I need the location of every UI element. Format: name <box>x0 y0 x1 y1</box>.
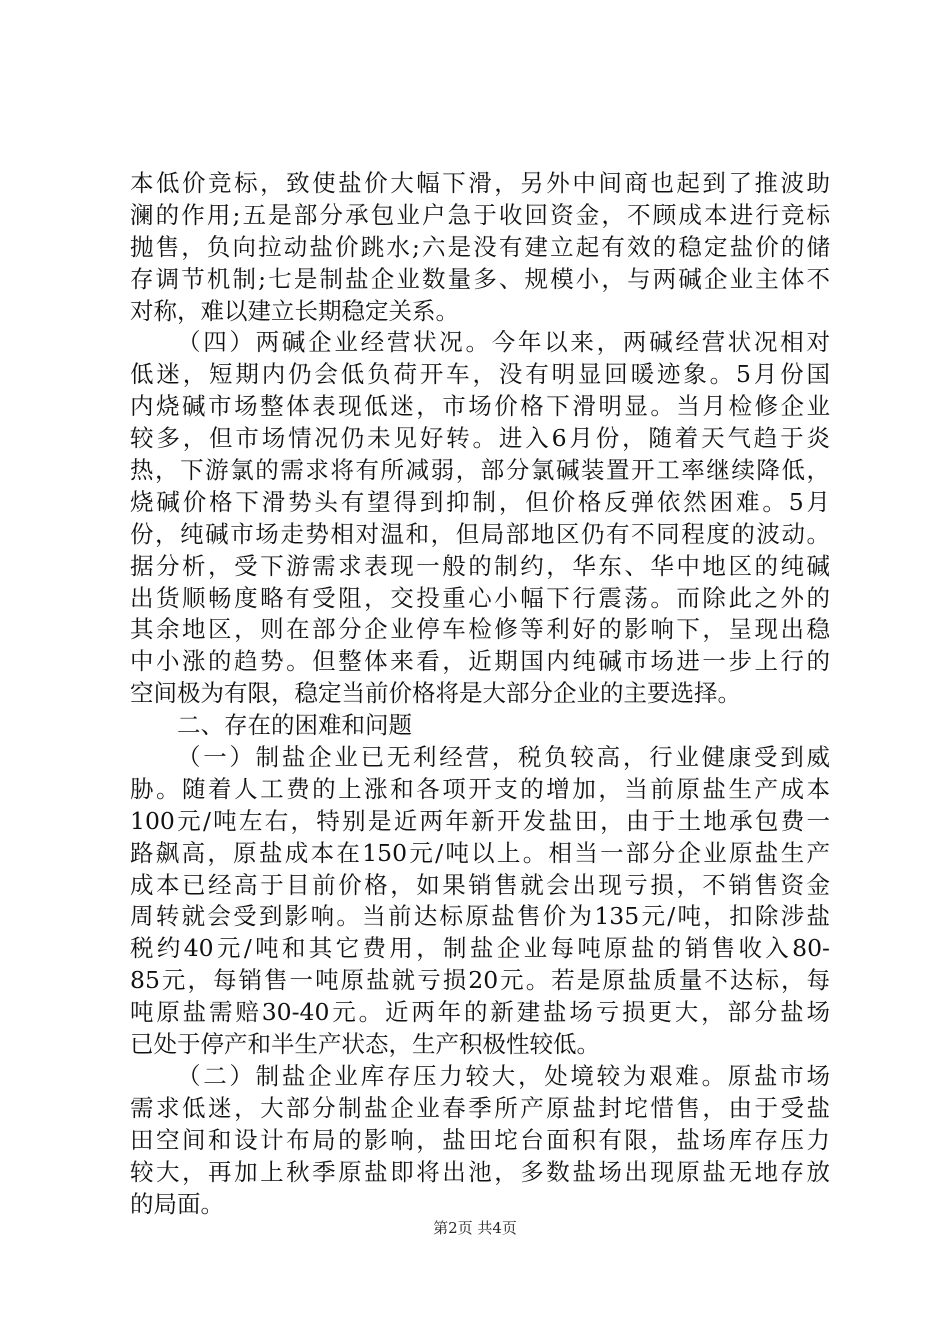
text-line: 对称，难以建立长期稳定关系。 <box>130 296 459 325</box>
text-line: 田空间和设计布局的影响，盐田坨台面积有限，盐场库存压力 <box>130 1125 830 1154</box>
text-line: 空间极为有限，稳定当前价格将是大部分企业的主要选择。 <box>130 679 741 708</box>
text-line: 吨原盐需赔30-40元。近两年的新建盐场亏损更大，部分盐场 <box>130 998 830 1027</box>
text-line: 85元，每销售一吨原盐就亏损20元。若是原盐质量不达标，每 <box>130 966 830 995</box>
text-line: 出货顺畅度略有受阻，交投重心小幅下行震荡。而除此之外的 <box>130 583 830 612</box>
text-line: 本低价竞标，致使盐价大幅下滑，另外中间商也起到了推波助 <box>130 169 830 197</box>
text-line: 的局面。 <box>130 1189 224 1218</box>
text-line: 澜的作用;五是部分承包业户急于收回资金，不顾成本进行竞标 <box>130 200 830 229</box>
text-line: 中小涨的趋势。但整体来看，近期国内纯碱市场进一步上行的 <box>130 647 830 676</box>
document-body <box>130 168 830 1220</box>
text-line: 抛售，负向拉动盐价跳水;六是没有建立起有效的稳定盐价的储 <box>130 232 830 261</box>
text-line: （二）制盐企业库存压力较大，处境较为艰难。原盐市场 <box>177 1061 830 1090</box>
text-line: 其余地区，则在部分企业停车检修等利好的影响下，呈现出稳 <box>130 615 830 644</box>
text-line: 周转就会受到影响。当前达标原盐售价为135元/吨，扣除涉盐 <box>130 902 830 931</box>
text-line: 低迷，短期内仍会低负荷开车，没有明显回暖迹象。5月份国 <box>130 360 830 389</box>
text-line: 内烧碱市场整体表现低迷，市场价格下滑明显。当月检修企业 <box>130 392 830 421</box>
page-footer: 第2页 共4页 <box>433 1219 517 1237</box>
text-line: 已处于停产和半生产状态，生产积极性较低。 <box>130 1030 600 1059</box>
text-line: 份，纯碱市场走势相对温和，但局部地区仍有不同程度的波动。 <box>130 519 830 548</box>
text-line: 成本已经高于目前价格，如果销售就会出现亏损，不销售资金 <box>130 870 830 899</box>
text-line: 胁。随着人工费的上涨和各项开支的增加，当前原盐生产成本 <box>130 774 830 803</box>
text-line: （四）两碱企业经营状况。今年以来，两碱经营状况相对 <box>177 328 830 357</box>
text-line: 路飙高，原盐成本在150元/吨以上。相当一部分企业原盐生产 <box>130 838 830 867</box>
text-line: 热，下游氯的需求将有所减弱，部分氯碱装置开工率继续降低， <box>130 456 830 485</box>
text-line: 税约40元/吨和其它费用，制盐企业每吨原盐的销售收入80- <box>130 934 830 963</box>
text-line: 较多，但市场情况仍未见好转。进入6月份，随着天气趋于炎 <box>130 424 830 453</box>
text-line: 据分析，受下游需求表现一般的制约，华东、华中地区的纯碱 <box>130 551 830 580</box>
text-line: 需求低迷，大部分制盐企业春季所产原盐封坨惜售，由于受盐 <box>130 1093 830 1122</box>
text-line: （一）制盐企业已无利经营，税负较高，行业健康受到威 <box>177 743 830 772</box>
text-line: 二、存在的困难和问题 <box>177 711 412 740</box>
text-line: 存调节机制;七是制盐企业数量多、规模小，与两碱企业主体不 <box>130 264 830 293</box>
text-line: 较大，再加上秋季原盐即将出池，多数盐场出现原盐无地存放 <box>130 1157 830 1186</box>
text-line: 100元/吨左右，特别是近两年新开发盐田，由于土地承包费一 <box>130 806 830 835</box>
text-line: 烧碱价格下滑势头有望得到抑制，但价格反弹依然困难。5月 <box>130 487 830 516</box>
